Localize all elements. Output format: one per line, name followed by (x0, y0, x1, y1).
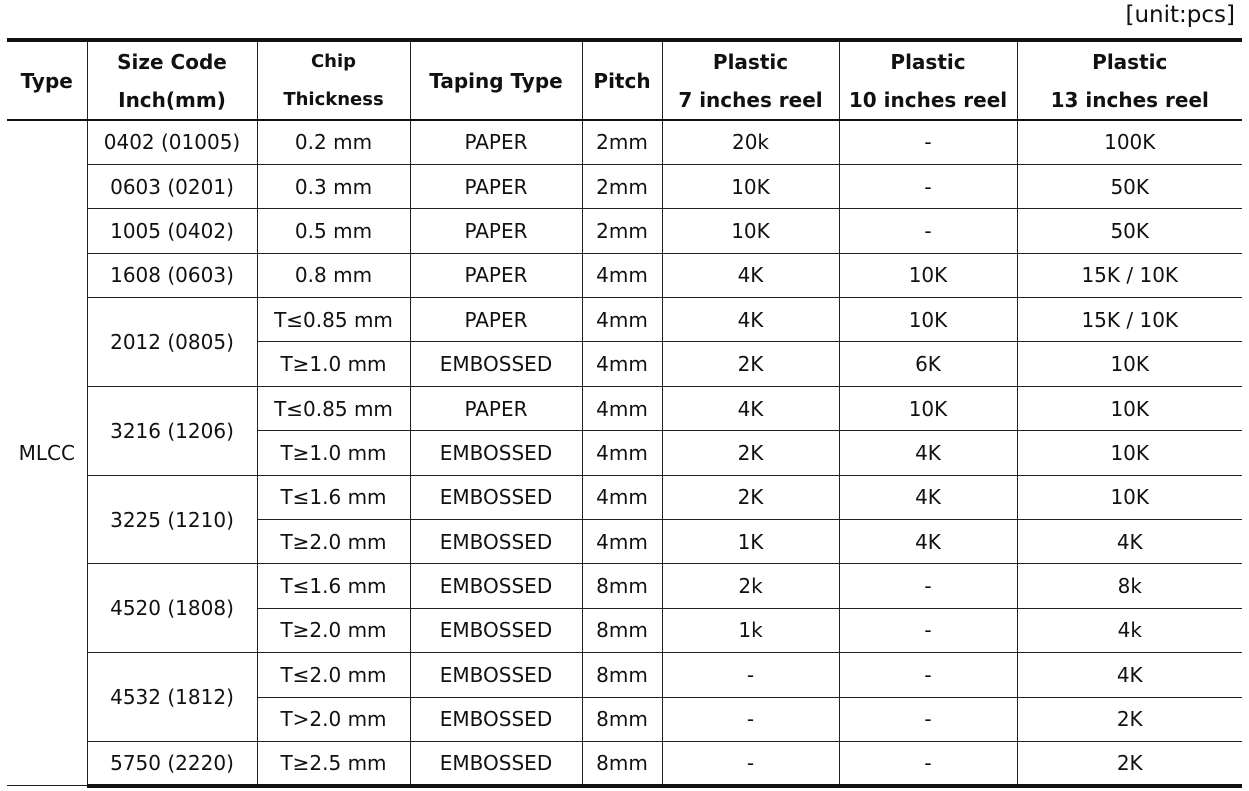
reel-7-cell: 10K (662, 164, 839, 208)
reel-10-cell: 4K (839, 475, 1017, 519)
header-reel-13 (1017, 40, 1242, 120)
reel-7-cell: 2k (662, 564, 839, 608)
thickness-cell: T≤1.6 mm (257, 564, 410, 608)
thickness-cell: T≥1.0 mm (257, 342, 410, 386)
taping-cell: PAPER (410, 298, 582, 342)
reel-10-cell: 4K (839, 431, 1017, 475)
header-size-code (87, 40, 257, 120)
pitch-cell: 4mm (582, 431, 662, 475)
pitch-cell: 4mm (582, 253, 662, 297)
pitch-cell: 8mm (582, 608, 662, 652)
thickness-cell: T≤0.85 mm (257, 298, 410, 342)
thickness-cell: T≥2.0 mm (257, 520, 410, 564)
thickness-cell: 0.5 mm (257, 209, 410, 253)
pitch-cell: 2mm (582, 209, 662, 253)
reel-10-cell: 10K (839, 253, 1017, 297)
thickness-cell: T≥1.0 mm (257, 431, 410, 475)
reel-13-cell: 8k (1017, 564, 1242, 608)
reel-7-cell: 2K (662, 342, 839, 386)
header-size-code-line1: Size Code (117, 49, 227, 74)
reel-7-cell: 2K (662, 475, 839, 519)
thickness-cell: T≤1.6 mm (257, 475, 410, 519)
reel-10-cell: - (839, 164, 1017, 208)
reel-7-cell: 1K (662, 520, 839, 564)
pitch-cell: 8mm (582, 697, 662, 741)
size-code-cell: 2012 (0805) (87, 298, 257, 387)
table-row (7, 386, 1242, 430)
thickness-cell: T≤0.85 mm (257, 386, 410, 430)
reel-13-cell: 2K (1017, 697, 1242, 741)
reel-10-cell: - (839, 608, 1017, 652)
header-pitch: Pitch (582, 40, 662, 120)
reel-10-cell: 4K (839, 520, 1017, 564)
reel-13-cell: 4K (1017, 520, 1242, 564)
reel-13-cell: 10K (1017, 475, 1242, 519)
table-row (7, 209, 1242, 253)
reel-13-cell: 4k (1017, 608, 1242, 652)
header-reel-7-line1: Plastic (712, 49, 789, 74)
reel-7-cell: - (662, 741, 839, 785)
size-code-cell: 5750 (2220) (87, 741, 257, 785)
reel-7-cell: - (662, 697, 839, 741)
reel-7-cell: - (662, 653, 839, 697)
taping-cell: PAPER (410, 386, 582, 430)
thickness-cell: 0.2 mm (257, 120, 410, 164)
taping-cell: PAPER (410, 164, 582, 208)
reel-10-cell: - (839, 697, 1017, 741)
size-code-cell: 0603 (0201) (87, 164, 257, 208)
reel-7-cell: 10K (662, 209, 839, 253)
size-code-cell: 1005 (0402) (87, 209, 257, 253)
reel-7-cell: 4K (662, 386, 839, 430)
reel-10-cell: - (839, 564, 1017, 608)
pitch-cell: 4mm (582, 475, 662, 519)
taping-cell: EMBOSSED (410, 520, 582, 564)
taping-cell: EMBOSSED (410, 653, 582, 697)
thickness-cell: 0.8 mm (257, 253, 410, 297)
thickness-cell: T≥2.0 mm (257, 608, 410, 652)
taping-cell: EMBOSSED (410, 741, 582, 785)
reel-13-cell: 4K (1017, 653, 1242, 697)
reel-10-cell: - (839, 653, 1017, 697)
size-code-cell: 1608 (0603) (87, 253, 257, 297)
unit-note: [unit:pcs] (1125, 2, 1235, 28)
reel-13-cell: 10K (1017, 342, 1242, 386)
header-chip-line1: Chip (310, 50, 357, 72)
header-reel-10-line1: Plastic (890, 49, 966, 74)
reel-10-cell: 6K (839, 342, 1017, 386)
size-code-cell: 3225 (1210) (87, 475, 257, 564)
reel-10-cell: - (839, 209, 1017, 253)
taping-cell: PAPER (410, 209, 582, 253)
header-row (7, 40, 1242, 120)
packaging-quantity-table (7, 38, 1242, 788)
pitch-cell: 4mm (582, 386, 662, 430)
reel-7-cell: 4K (662, 298, 839, 342)
reel-13-cell: 15K / 10K (1017, 298, 1242, 342)
type-cell: MLCC (7, 120, 87, 786)
size-code-cell: 0402 (01005) (87, 120, 257, 164)
pitch-cell: 4mm (582, 298, 662, 342)
reel-13-cell: 100K (1017, 120, 1242, 164)
taping-cell: EMBOSSED (410, 342, 582, 386)
reel-10-cell: - (839, 120, 1017, 164)
taping-cell: EMBOSSED (410, 697, 582, 741)
reel-10-cell: 10K (839, 386, 1017, 430)
reel-13-cell: 15K / 10K (1017, 253, 1242, 297)
header-chip-thickness (257, 40, 410, 120)
pitch-cell: 4mm (582, 520, 662, 564)
table-row (7, 298, 1242, 342)
reel-13-cell: 10K (1017, 431, 1242, 475)
reel-10-cell: - (839, 741, 1017, 785)
table-row (7, 475, 1242, 519)
reel-7-cell: 4K (662, 253, 839, 297)
table-row (7, 164, 1242, 208)
pitch-cell: 2mm (582, 164, 662, 208)
reel-13-cell: 10K (1017, 386, 1242, 430)
pitch-cell: 8mm (582, 564, 662, 608)
header-chip-line2: Thickness (283, 88, 384, 110)
thickness-cell: T≤2.0 mm (257, 653, 410, 697)
table-row (7, 253, 1242, 297)
taping-cell: PAPER (410, 120, 582, 164)
header-type: Type (7, 40, 87, 120)
pitch-cell: 4mm (582, 342, 662, 386)
size-code-cell: 3216 (1206) (87, 386, 257, 475)
table-row (7, 741, 1242, 785)
thickness-cell: 0.3 mm (257, 164, 410, 208)
thickness-cell: T>2.0 mm (257, 697, 410, 741)
header-reel-10 (839, 40, 1017, 120)
reel-7-cell: 20k (662, 120, 839, 164)
header-reel-13-line1: Plastic (1092, 49, 1168, 74)
header-taping-type: Taping Type (410, 40, 582, 120)
taping-cell: EMBOSSED (410, 475, 582, 519)
pitch-cell: 2mm (582, 120, 662, 164)
reel-13-cell: 2K (1017, 741, 1242, 785)
taping-cell: PAPER (410, 253, 582, 297)
pitch-cell: 8mm (582, 653, 662, 697)
table-row (7, 120, 1242, 164)
taping-cell: EMBOSSED (410, 564, 582, 608)
taping-cell: EMBOSSED (410, 431, 582, 475)
reel-7-cell: 2K (662, 431, 839, 475)
reel-7-cell: 1k (662, 608, 839, 652)
reel-10-cell: 10K (839, 298, 1017, 342)
pitch-cell: 8mm (582, 741, 662, 785)
taping-cell: EMBOSSED (410, 608, 582, 652)
table-row (7, 564, 1242, 608)
header-reel-13-line2: 13 inches reel (1050, 87, 1209, 112)
header-reel-10-line2: 10 inches reel (848, 87, 1008, 112)
header-size-code-line2: Inch(mm) (118, 87, 226, 112)
size-code-cell: 4520 (1808) (87, 564, 257, 653)
table-row (7, 653, 1242, 697)
reel-13-cell: 50K (1017, 209, 1242, 253)
header-reel-7 (662, 40, 839, 120)
thickness-cell: T≥2.5 mm (257, 741, 410, 785)
reel-13-cell: 50K (1017, 164, 1242, 208)
size-code-cell: 4532 (1812) (87, 653, 257, 742)
header-reel-7-line2: 7 inches reel (678, 87, 823, 112)
